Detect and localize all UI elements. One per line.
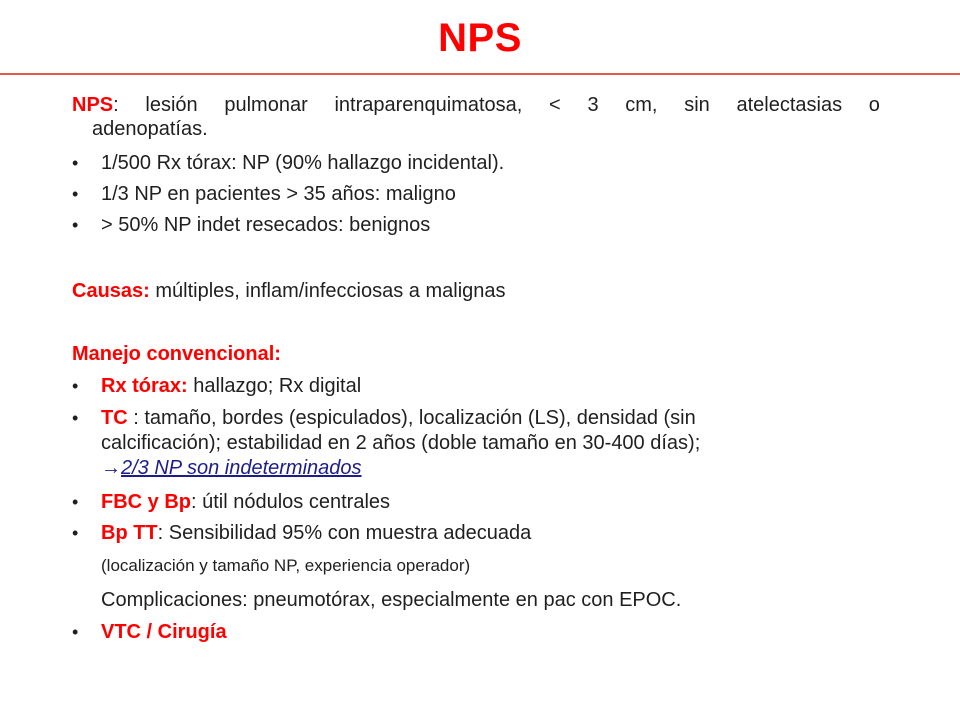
tc-conclusion: 2/3 NP son indeterminados [121,457,362,479]
bptt-label: Bp TT [101,522,158,544]
slide-title: NPS [438,16,522,60]
def-word: < [549,94,561,116]
causas-line [72,279,880,303]
def-word: intraparenquimatosa, [334,94,523,116]
def-colon: : [113,94,119,116]
stat-item: > 50% NP indet resecados: benignos [101,214,431,236]
stat-item: 1/500 Rx tórax: NP (90% hallazgo incidental). [101,152,505,174]
tc-text: : tamaño, bordes (espiculados), localización (LS), densidad (sin [127,407,696,429]
def-word: cm, [625,94,658,116]
fbc-item [101,490,891,514]
tc-item-line-2: calcificación); estabilidad en 2 años (doble tamaño en 30-400 días); [101,432,701,454]
bullet-icon: • [72,153,79,173]
title-divider [0,73,960,75]
bullet-icon: • [72,215,79,235]
right-arrow-icon: → [101,457,121,479]
def-label: NPS [72,94,114,116]
bptt-item [101,521,891,545]
bullet-icon: • [72,622,79,642]
bullet-icon: • [72,492,79,512]
fbc-label: FBC y Bp [101,491,191,513]
causas-label: Causas: [72,280,150,302]
vtc-item: VTC / Cirugía [101,621,227,643]
bullet-icon: • [72,408,79,428]
tc-item-line-3 [101,456,891,480]
definition-line-2: adenopatías. [92,118,208,140]
rx-item [101,374,891,398]
def-word: sin [684,94,710,116]
def-word: lesión [145,94,198,116]
tc-label: TC [101,407,128,429]
tc-item-line-1 [101,406,891,430]
causas-text: múltiples, inflam/infecciosas a malignas [149,280,506,302]
bullet-icon: • [72,184,79,204]
bptt-note: (localización y tamaño NP, experiencia operador) [101,556,471,575]
bullet-icon: • [72,523,79,543]
stat-item: 1/3 NP en pacientes > 35 años: maligno [101,183,456,205]
complicaciones-text: Complicaciones: pneumotórax, especialmente en pac con EPOC. [101,589,682,611]
def-word: pulmonar [224,94,308,116]
bptt-text: : Sensibilidad 95% con muestra adecuada [157,522,532,544]
bullet-icon: • [72,376,79,396]
rx-text: hallazgo; Rx digital [187,375,362,397]
definition-line-1 [72,93,880,117]
def-word: 3 [587,94,599,116]
rx-label: Rx tórax: [101,375,188,397]
def-word: o [868,94,880,116]
def-word: atelectasias [736,94,843,116]
manejo-heading: Manejo convencional: [72,343,281,365]
fbc-text: : útil nódulos centrales [191,491,391,513]
